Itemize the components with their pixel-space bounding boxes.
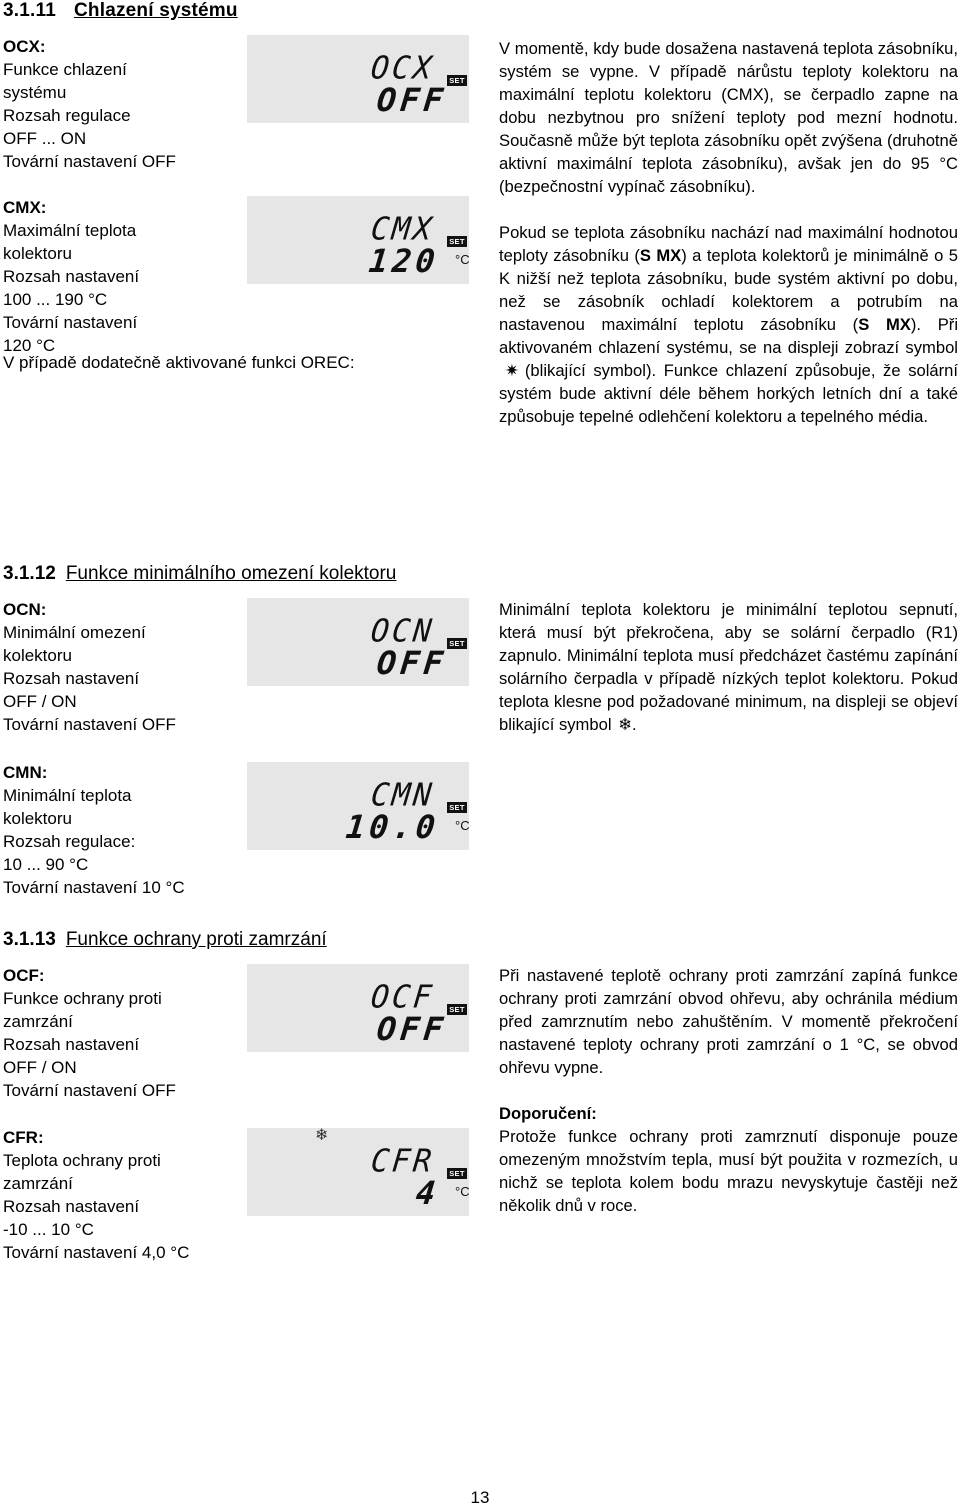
param-line: kolektoru bbox=[3, 646, 72, 665]
section-number: 3.1.13 bbox=[3, 929, 56, 950]
param-label: OCN: bbox=[3, 600, 47, 619]
param-label: OCF: bbox=[3, 966, 45, 985]
text-run-bold: Doporučení: bbox=[499, 1104, 597, 1123]
param-line: OFF ... ON bbox=[3, 129, 87, 148]
unit-label: °C bbox=[455, 818, 470, 833]
section-heading-3-1-12 bbox=[3, 563, 396, 585]
lcd-display-cfr bbox=[247, 1125, 470, 1216]
param-line: Rozsah nastavení bbox=[3, 669, 140, 688]
param-line: Tovární nastavení 10 °C bbox=[3, 878, 185, 897]
param-line: Rozsah nastavení bbox=[3, 1197, 140, 1216]
unit-label: °C bbox=[455, 252, 470, 267]
set-indicator: SET bbox=[447, 638, 467, 649]
param-line: zamrzání bbox=[3, 1174, 73, 1193]
section-2-text bbox=[499, 598, 958, 736]
param-line: Rozsah nastavení bbox=[3, 1035, 140, 1054]
text-run: Minimální teplota kolektoru je minimální teplotou sepnutí, která musí být překročena, aby se solární čerpadlo (R1) zapnulo. Minimální teplota musí předcházet častému zapínání solárního čerpadla v případě nízkých teplot kolektoru. Pokud teplota klesne pod požadované minimum, na displeji se objeví blikající symbol bbox=[499, 600, 958, 734]
section-title: Funkce ochrany proti zamrzání bbox=[65, 929, 327, 950]
text-run-bold: S MX bbox=[858, 315, 911, 334]
lcd-display-cmn bbox=[247, 762, 469, 850]
lcd-display-cmx bbox=[247, 196, 469, 284]
section-3-text bbox=[499, 964, 958, 1217]
text-run: . bbox=[632, 715, 637, 734]
ocf-parameter-block bbox=[3, 964, 253, 1102]
text-run: (blikající symbol). Funkce chlazení způsobuje, že solární systém bude aktivní déle během horkých letních dní a také způsobuje tepelné odlehčení kolektoru a tepelného média. bbox=[499, 361, 958, 426]
recommendation-title bbox=[499, 1102, 958, 1125]
param-line: zamrzání bbox=[3, 1012, 73, 1031]
text-run: Pokud se teplota zásobníku nachází nad maximální hodnotou teploty zásobníku ( bbox=[499, 223, 958, 265]
text-run-bold: S MX bbox=[639, 246, 682, 265]
param-line: kolektoru bbox=[3, 244, 72, 263]
sun-icon: ✷ bbox=[505, 361, 519, 380]
lcd-value: 4 bbox=[413, 1174, 441, 1212]
ocx-parameter-block bbox=[3, 35, 253, 173]
lcd-code: CFR bbox=[369, 1143, 437, 1180]
lcd-value: OFF bbox=[375, 1010, 449, 1048]
lcd-code: CMX bbox=[369, 211, 437, 248]
param-line: Rozsah regulace: bbox=[3, 832, 136, 851]
paragraph bbox=[499, 598, 958, 736]
lcd-display-ocn bbox=[247, 598, 469, 686]
text-run: ) a teplota kolektorů je minimálně o 5 K nižší než teplota zásobníku, bude systém aktivní po dobu, než se zásobník ochladí kolektorem a potrubím na nastavenou maximální teplotu zásobníku ( bbox=[499, 246, 958, 334]
param-line: Tovární nastavení bbox=[3, 313, 138, 332]
unit-label: °C bbox=[455, 1184, 470, 1199]
lcd-code: OCN bbox=[369, 613, 437, 650]
param-label: CMN: bbox=[3, 763, 48, 782]
param-line: Tovární nastavení OFF bbox=[3, 1081, 176, 1100]
orec-note: V případě dodatečně aktivované funkci OREC: bbox=[3, 353, 355, 372]
section-title: Chlazení systému bbox=[73, 0, 238, 21]
section-title: Funkce minimálního omezení kolektoru bbox=[65, 563, 397, 584]
section-number: 3.1.12 bbox=[3, 563, 56, 584]
lcd-code: OCF bbox=[369, 979, 437, 1016]
section-1-text bbox=[499, 37, 958, 428]
paragraph bbox=[499, 221, 958, 428]
param-line: Tovární nastavení OFF bbox=[3, 152, 176, 171]
param-line: OFF / ON bbox=[3, 692, 77, 711]
ocn-parameter-block bbox=[3, 598, 253, 736]
param-line: Maximální teplota bbox=[3, 221, 137, 240]
param-line: Funkce ochrany proti bbox=[3, 989, 162, 1008]
lcd-display-ocf bbox=[247, 964, 469, 1052]
cmn-parameter-block bbox=[3, 761, 253, 899]
set-indicator: SET bbox=[447, 236, 467, 247]
set-indicator: SET bbox=[447, 802, 467, 813]
lcd-value: OFF bbox=[375, 81, 449, 119]
set-indicator: SET bbox=[447, 1004, 467, 1015]
param-line: Rozsah regulace bbox=[3, 106, 131, 125]
paragraph: Protože funkce ochrany proti zamrznutí disponuje pouze omezeným množstvím tepla, musí být použita v rozmezích, u nichž se teplota kolem bodu mrazu nevyskytuje častěji než několik dnů v roce. bbox=[499, 1127, 958, 1215]
lcd-display-ocx bbox=[247, 35, 469, 123]
param-line: -10 ... 10 °C bbox=[3, 1220, 94, 1239]
param-line: Tovární nastavení OFF bbox=[3, 715, 176, 734]
cfr-parameter-block bbox=[3, 1126, 253, 1264]
section-number: 3.1.11 bbox=[3, 0, 56, 21]
set-indicator: SET bbox=[447, 1168, 467, 1179]
lcd-value: 10.0 bbox=[343, 808, 441, 846]
param-line: Funkce chlazení bbox=[3, 60, 127, 79]
param-line: Rozsah nastavení bbox=[3, 267, 140, 286]
paragraph: V momentě, kdy bude dosažena nastavená teplota zásobníku, systém se vypne. V případě nárůstu teploty kolektoru na maximální teplotu kolektoru (CMX), se čerpadlo zapne na dobu nezbytnou pro snížení teploty pod mezní hodnotu. Současně může být teplota zásobníku opět zvýšena (druhotně aktivní maximální teplota zásobníku), avšak jen do 95 °C (bezpečnostní vypínač zásobníku). bbox=[499, 39, 958, 196]
param-line: OFF / ON bbox=[3, 1058, 77, 1077]
text-run: ). Při aktivovaném chlazení systému, se na displeji zobrazí symbol bbox=[499, 315, 959, 357]
section-heading-3-1-13 bbox=[3, 929, 327, 951]
paragraph: Při nastavené teplotě ochrany proti zamrzání zapíná funkce ochrany proti zamrzání obvod ohřevu, aby ochránila médium před zamrznutím nebo zahuštěním. V momentě překročení nastavené teploty ochrany proti zamrzání o 1 °C, se obvod ohřevu vypne. bbox=[499, 966, 958, 1077]
section-heading-3-1-11 bbox=[3, 0, 238, 22]
param-line: Teplota ochrany proti bbox=[3, 1151, 161, 1170]
param-line: 100 ... 190 °C bbox=[3, 290, 108, 309]
param-line: systému bbox=[3, 83, 67, 102]
page-number: 13 bbox=[470, 1488, 490, 1507]
lcd-code: CMN bbox=[369, 777, 437, 814]
snowflake-icon: ❄ bbox=[618, 715, 633, 734]
lcd-value: 120 bbox=[367, 242, 441, 280]
param-line: Tovární nastavení 4,0 °C bbox=[3, 1243, 190, 1262]
param-line: 120 °C bbox=[3, 336, 56, 355]
param-line: Minimální teplota bbox=[3, 786, 132, 805]
param-label: CMX: bbox=[3, 198, 47, 217]
cmx-parameter-block bbox=[3, 196, 253, 357]
set-indicator: SET bbox=[447, 75, 467, 86]
param-label: OCX: bbox=[3, 37, 46, 56]
param-line: Minimální omezení bbox=[3, 623, 146, 642]
lcd-value: OFF bbox=[375, 644, 449, 682]
param-line: kolektoru bbox=[3, 809, 72, 828]
snowflake-icon: ❄ bbox=[315, 1125, 329, 1144]
param-label: CFR: bbox=[3, 1128, 44, 1147]
lcd-code: OCX bbox=[369, 50, 437, 87]
param-line: 10 ... 90 °C bbox=[3, 855, 89, 874]
